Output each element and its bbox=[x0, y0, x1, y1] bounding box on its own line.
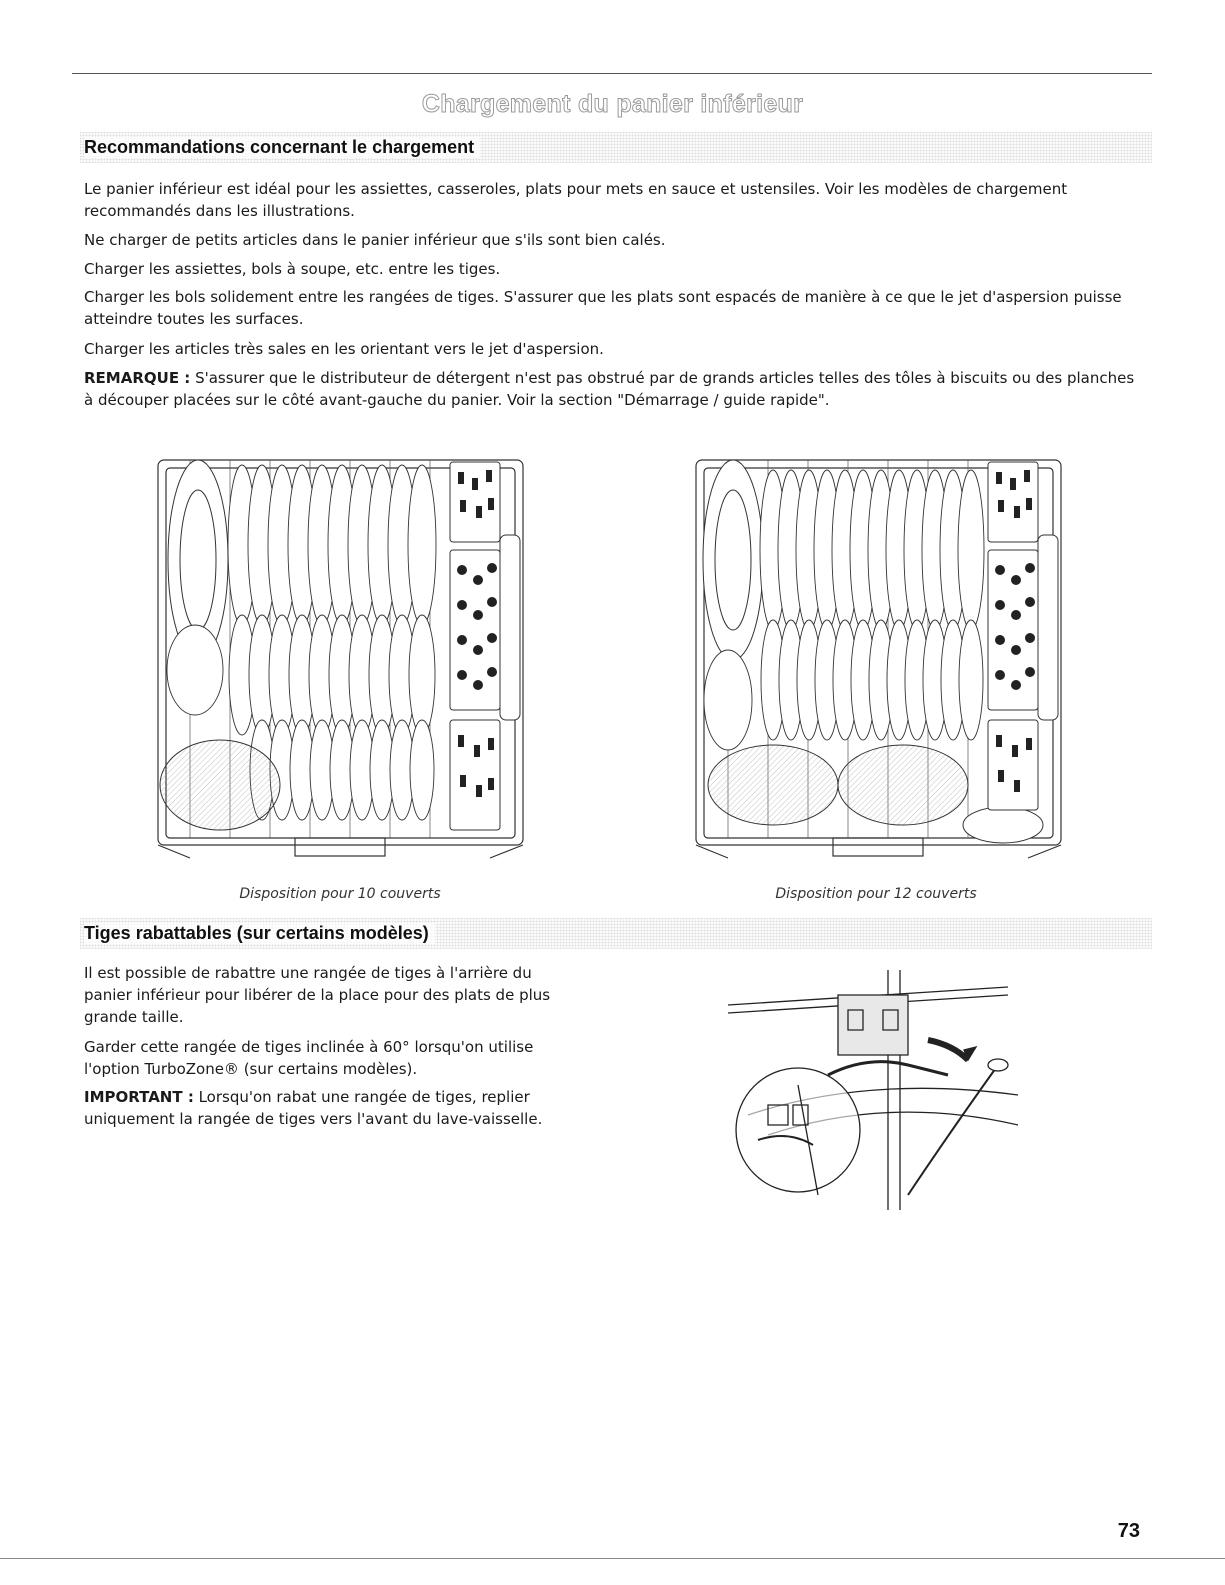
paragraph: Charger les bols solidement entre les rangées de tiges. S'assurer que les plats sont espacés de manière à ce que le jet d'aspersion puisse atteindre toutes les surfaces. bbox=[84, 288, 1122, 328]
section-heading: Tiges rabattables (sur certains modèles) bbox=[84, 923, 435, 944]
fold-down-tines-illustration bbox=[728, 965, 1018, 1215]
top-rule bbox=[72, 73, 1152, 74]
rack-12-place-illustration bbox=[688, 440, 1068, 860]
note-text: S'assurer que le distributeur de détergent n'est pas obstrué par de grands articles telles des tôles à biscuits ou des planches à découper placées sur le côté avant-gauche du panier. Voir la section "Démarrage / guide rapide". bbox=[84, 369, 1135, 409]
section-heading-bar bbox=[80, 132, 1152, 163]
paragraph: Ne charger de petits articles dans le panier inférieur que s'ils sont bien calés. bbox=[84, 231, 666, 249]
important-paragraph bbox=[84, 1086, 584, 1130]
page-title: Chargement du panier inférieur bbox=[421, 90, 804, 118]
important-label: IMPORTANT : bbox=[84, 1088, 194, 1106]
figure-caption-right: Disposition pour 12 couverts bbox=[775, 886, 977, 902]
section-heading: Recommandations concernant le chargement bbox=[84, 137, 480, 158]
paragraph: Le panier inférieur est idéal pour les assiettes, casseroles, plats pour mets en sauce et ustensiles. Voir les modèles de chargement recommandés dans les illustrations. bbox=[84, 180, 1068, 220]
paragraph: Charger les assiettes, bols à soupe, etc. entre les tiges. bbox=[84, 260, 501, 278]
section-heading-bar bbox=[80, 918, 1152, 949]
note-paragraph bbox=[84, 367, 1144, 411]
paragraph: Garder cette rangée de tiges inclinée à 60° lorsqu'on utilise l'option TurboZone® (sur certains modèles). bbox=[84, 1038, 534, 1078]
paragraph: Il est possible de rabattre une rangée de tiges à l'arrière du panier inférieur pour libérer de la place pour des plats de plus grande taille. bbox=[84, 964, 551, 1026]
bottom-rule bbox=[0, 1558, 1225, 1559]
paragraph: Charger les articles très sales en les orientant vers le jet d'aspersion. bbox=[84, 340, 604, 358]
figure-caption-left: Disposition pour 10 couverts bbox=[239, 886, 441, 902]
note-label: REMARQUE : bbox=[84, 369, 191, 387]
rack-10-place-illustration bbox=[150, 440, 530, 860]
important-text: Lorsqu'on rabat une rangée de tiges, replier uniquement la rangée de tiges vers l'avant du lave-vaisselle. bbox=[84, 1088, 543, 1128]
page-number: 73 bbox=[1117, 1520, 1140, 1542]
